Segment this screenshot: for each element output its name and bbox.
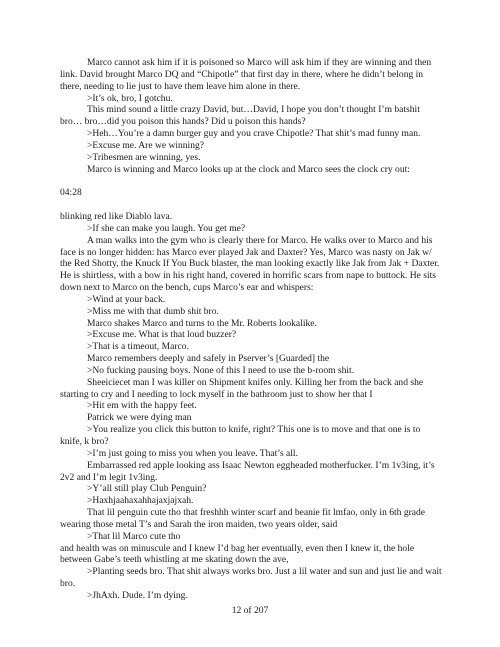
dialogue-line: >No fucking pausing boys. None of this I need to use the b-room shit.: [87, 364, 355, 376]
dialogue-line: >Miss me with that dumb shit bro.: [87, 305, 219, 317]
paragraph: Marco shakes Marco and turns to the Mr. Roberts lookalike.: [87, 317, 317, 329]
clock-time: 04:28: [60, 187, 82, 199]
dialogue-line: >Y’all still play Club Penguin?: [87, 483, 207, 495]
dialogue-line: >Wind at your back.: [87, 293, 166, 305]
dialogue-line: >Hit em with the happy feet.: [87, 400, 197, 412]
blank-line: [60, 199, 443, 211]
paragraph: Embarrassed red apple looking ass Isaac Newton eggheaded motherfucker. I’m 1v3ing, it’s 2v2 and I’m legit 1v3ing.: [60, 459, 435, 483]
paragraph: blinking red like Diablo lava.: [60, 210, 173, 222]
paragraph: Marco cannot ask him if it is poisoned so Marco will ask him if they are winning and then link. David brought Marco DQ and “Chipotle” that first day in there, where he didn’t belong in there, needing to lie just to have them leave him alone in there.: [60, 57, 432, 92]
dialogue-line: >Excuse me. Are we winning?: [87, 139, 204, 151]
dialogue-line: >You realize you click this button to knife, right? This one is to move and that one is to knife, k bro?: [60, 424, 421, 447]
page-body: [60, 57, 443, 602]
paragraph: A man walks into the gym who is clearly there for Marco. He walks over to Marco and his face is no longer hidden: has Marco ever played Jak and Daxter? Yes, Marco was nasty on Jak w/ the Red Shotty, the Knuck If You Buck blaster, the man looking exactly like Jak from Jak + Daxter. He is shirtless, with a bow in his right hand, covered in horrific scars from nape to buttock. He sits down next to Marco on the bench, cups Marco’s ear and whispers:: [60, 234, 440, 294]
dialogue-line: >Heh…You’re a damn burger guy and you crave Chipotle? That shit’s mad funny man.: [87, 128, 421, 140]
paragraph: Patrick we were dying man: [87, 412, 192, 424]
dialogue-line: >Haxhjaahaxahhajaxjajxah.: [87, 495, 194, 507]
page-number: 12 of 207: [231, 605, 269, 616]
dialogue-line: >That is a timeout, Marco.: [87, 341, 189, 353]
paragraph: Sheeiciecet man I was killer on Shipment knifes only. Killing her from the back and she starting to cry and I needing to lock myself in the bathroom just to show her that I: [60, 376, 424, 400]
paragraph: Marco remembers deeply and safely in Pserver’s [Guarded] the: [87, 353, 330, 365]
paragraph: and health was on minuscule and I knew I’d bag her eventually, even then I knew it, the hole between Gabe’s teeth whistling at me skating down the ave,: [60, 542, 415, 566]
dialogue-line: >It’s ok, bro, I gotchu.: [87, 92, 173, 104]
dialogue-line: >Excuse me. What is that loud buzzer?: [87, 329, 237, 341]
dialogue-line: >Planting seeds bro. That shit always works bro. Just a lil water and sun and just lie and wait bro.: [60, 566, 442, 590]
dialogue-line: >Tribesmen are winning, yes.: [87, 151, 201, 163]
dialogue-line: >JhAxh. Dude. I’m dying.: [87, 589, 188, 601]
dialogue-line: >I’m just going to miss you when you leave. That’s all.: [87, 447, 298, 459]
paragraph: Marco is winning and Marco looks up at the clock and Marco sees the clock cry out:: [87, 163, 410, 175]
paragraph: This mind sound a little crazy David, but…David, I hope you don’t thought I’m batshit bro… bro…did you poison this hands? Did u poison this hands?: [60, 104, 420, 128]
dialogue-line: >If she can make you laugh. You get me?: [87, 222, 246, 234]
paragraph: That lil penguin cute tho that freshhh winter scarf and beanie fit lmfao, only in 6th grade wearing those metal T’s and Sarah the iron maiden, two years older, said: [60, 507, 426, 530]
blank-line: [60, 175, 443, 187]
dialogue-line: >That lil Marco cute tho: [87, 530, 181, 542]
